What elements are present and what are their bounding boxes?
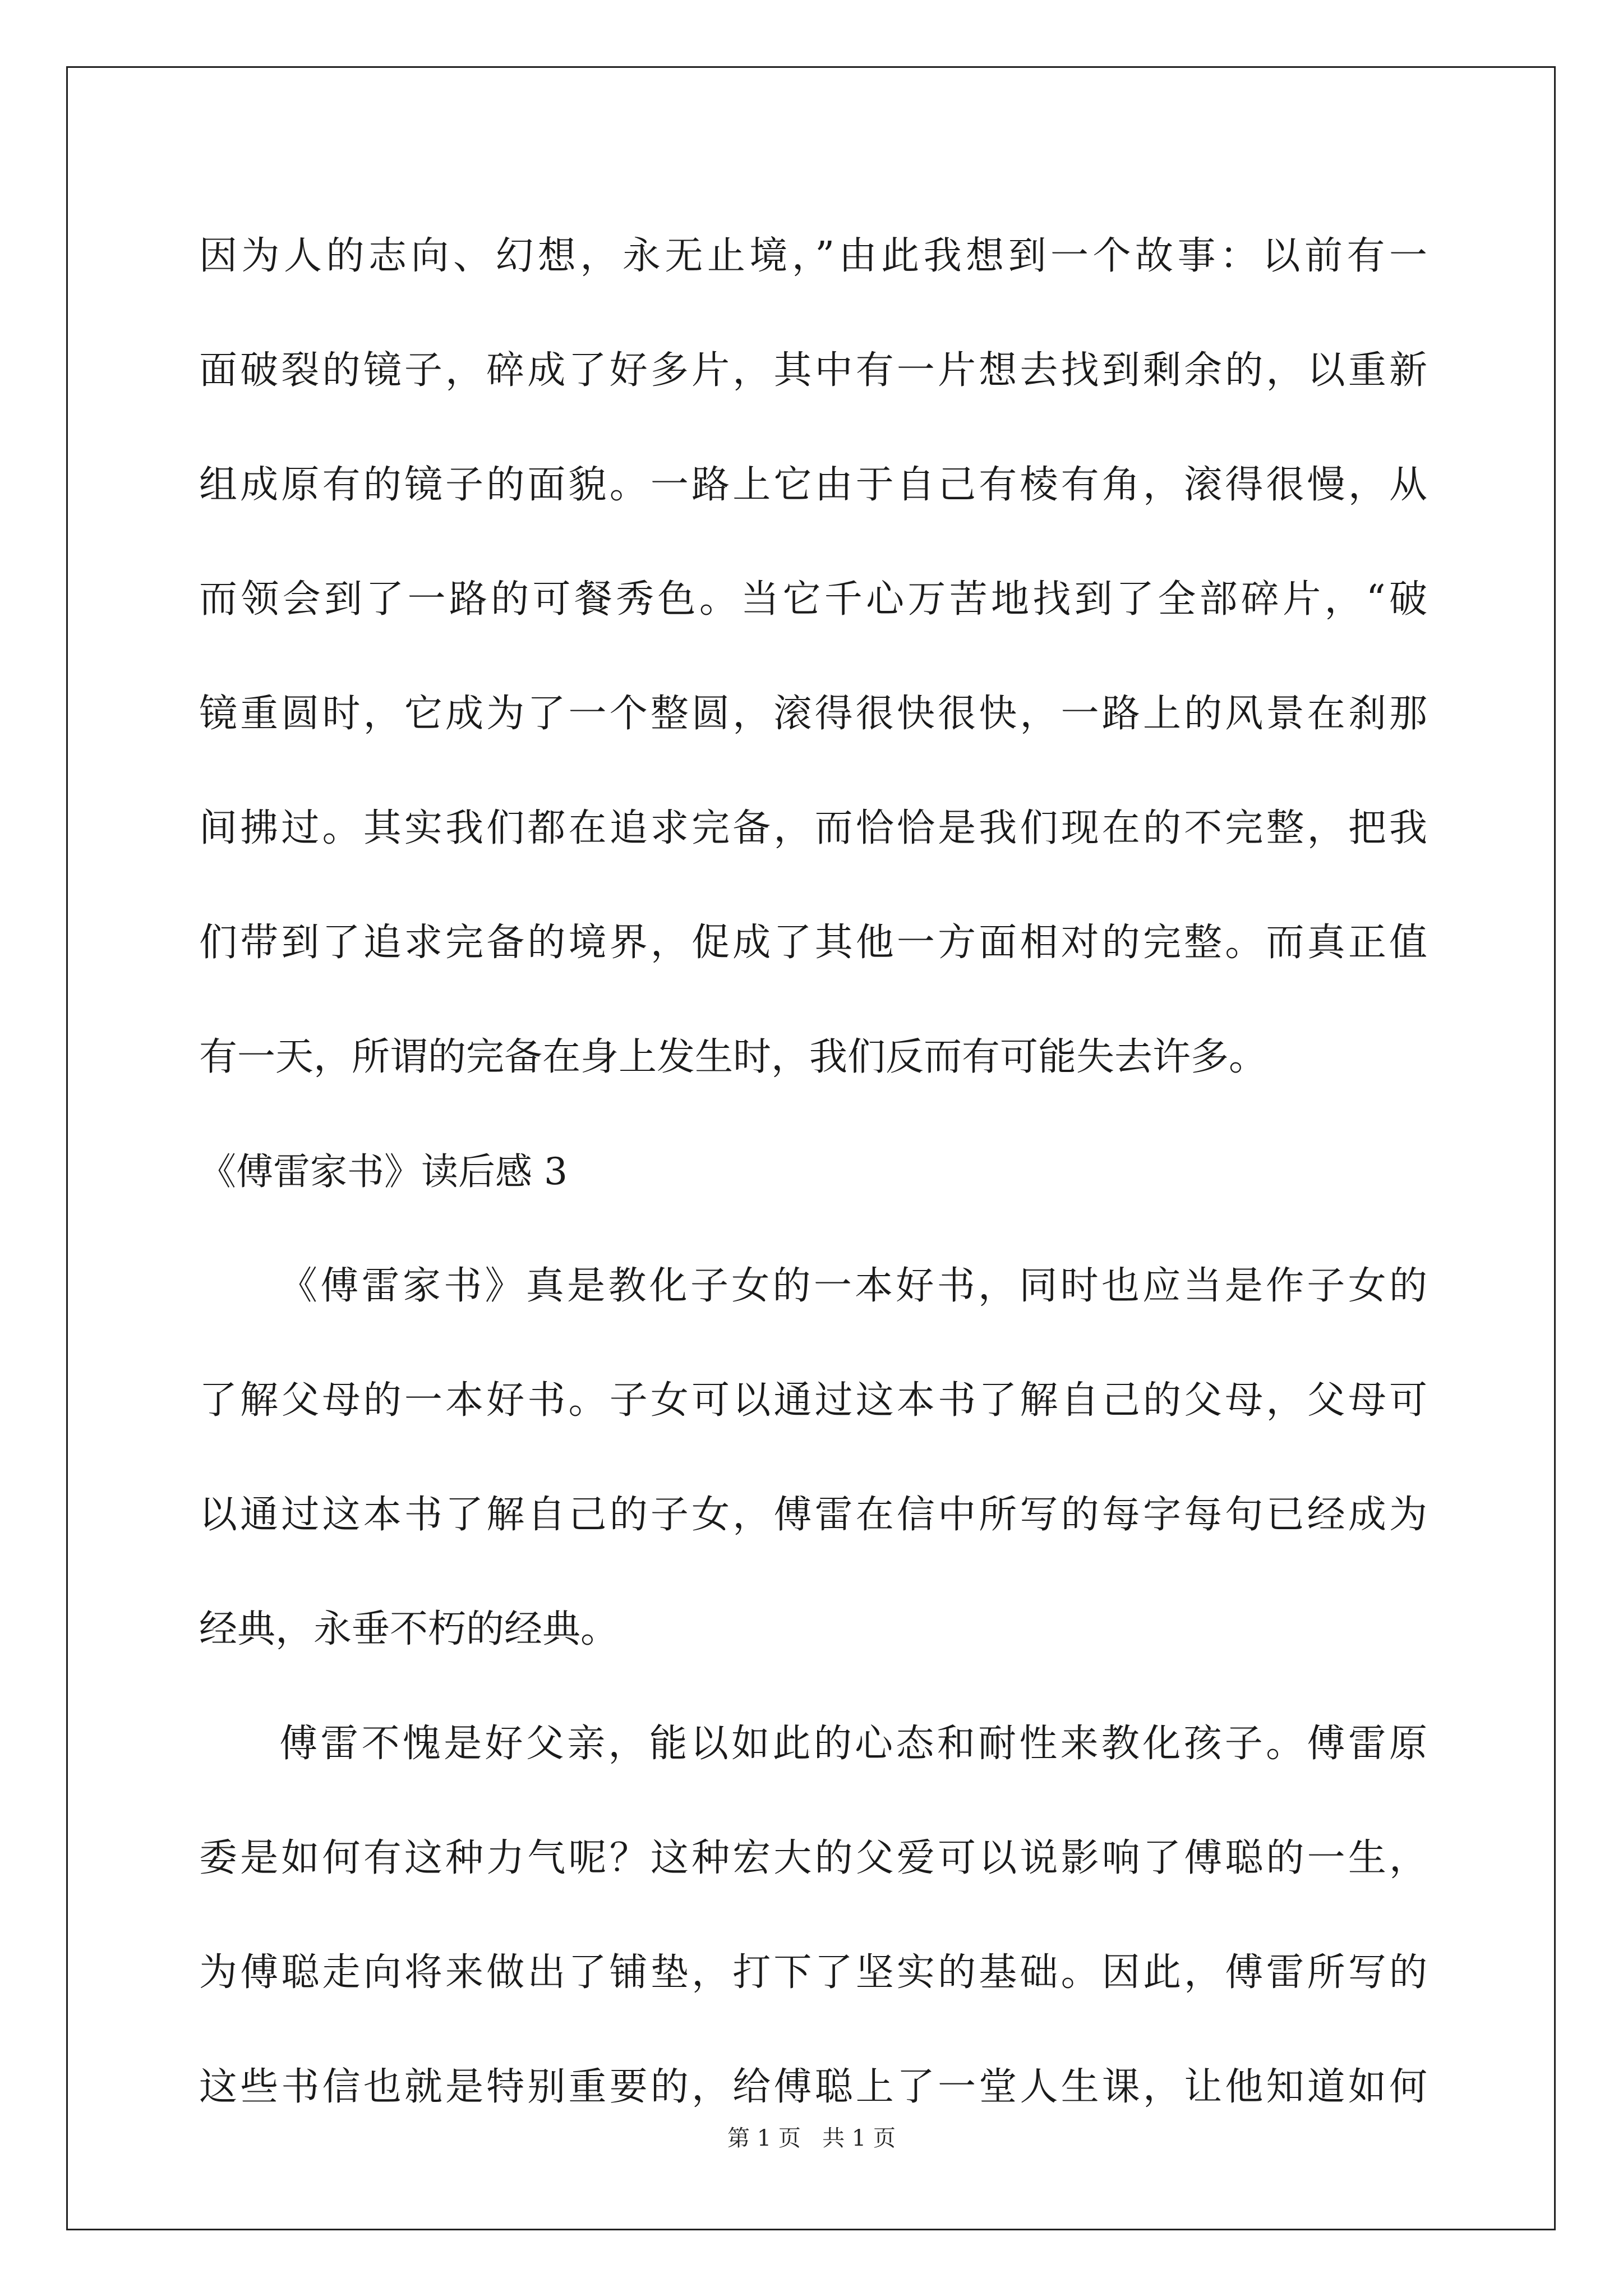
paragraph-line: 这些书信也就是特别重要的，给傅聪上了一堂人生课，让他知道如何 [199, 2065, 1427, 2109]
paragraph-line: 们带到了追求完备的境界，促成了其他一方面相对的完整。而真正值 [199, 921, 1427, 965]
paragraph-line: 经典，永垂不朽的经典。 [199, 1607, 619, 1651]
paragraph-line: 有一天，所谓的完备在身上发生时，我们反而有可能失去许多。 [199, 1035, 1267, 1079]
paragraph-line: 了解父母的一本好书。子女可以通过这本书了解自己的父母，父母可 [199, 1378, 1427, 1423]
paragraph-line: 以通过这本书了解自己的子女，傅雷在信中所写的每字每句已经成为 [199, 1493, 1427, 1537]
paragraph-line: 组成原有的镜子的面貌。一路上它由于自己有棱有角，滚得很慢，从 [199, 463, 1427, 507]
paragraph-line: 而领会到了一路的可餐秀色。当它千心万苦地找到了全部碎片，“破 [199, 577, 1427, 622]
footer-spacer [801, 2125, 822, 2151]
page-total: 共 1 页 [822, 2125, 896, 2151]
paragraph-line: 傅雷不愧是好父亲，能以如此的心态和耐性来教化孩子。傅雷原 [279, 1722, 1427, 1766]
paragraph-line: 面破裂的镜子，碎成了好多片，其中有一片想去找到剩余的，以重新 [199, 348, 1427, 393]
paragraph-line: 镜重圆时，它成为了一个整圆，滚得很快很快，一路上的风景在刹那 [199, 692, 1427, 736]
paragraph-line: 为傅聪走向将来做出了铺垫，打下了坚实的基础。因此，傅雷所写的 [199, 1950, 1427, 1995]
document-body [199, 199, 1427, 2145]
section-heading: 《傅雷家书》读后感 3 [199, 1150, 568, 1193]
paragraph-3 [199, 1687, 1427, 2145]
paragraph-1 [199, 199, 1427, 1115]
page-number: 第 1 页 [727, 2125, 801, 2151]
paragraph-line: 委是如何有这种力气呢？这种宏大的父爱可以说影响了傅聪的一生， [199, 1836, 1427, 1880]
paragraph-line: 因为人的志向、幻想，永无止境，”由此我想到一个故事：以前有一 [199, 234, 1427, 278]
paragraph-line: 《傅雷家书》真是教化子女的一本好书，同时也应当是作子女的 [279, 1264, 1427, 1308]
paragraph-2 [199, 1229, 1427, 1687]
page-footer [0, 2120, 1623, 2152]
paragraph-line: 间拂过。其实我们都在追求完备，而恰恰是我们现在的不完整，把我 [199, 806, 1427, 850]
